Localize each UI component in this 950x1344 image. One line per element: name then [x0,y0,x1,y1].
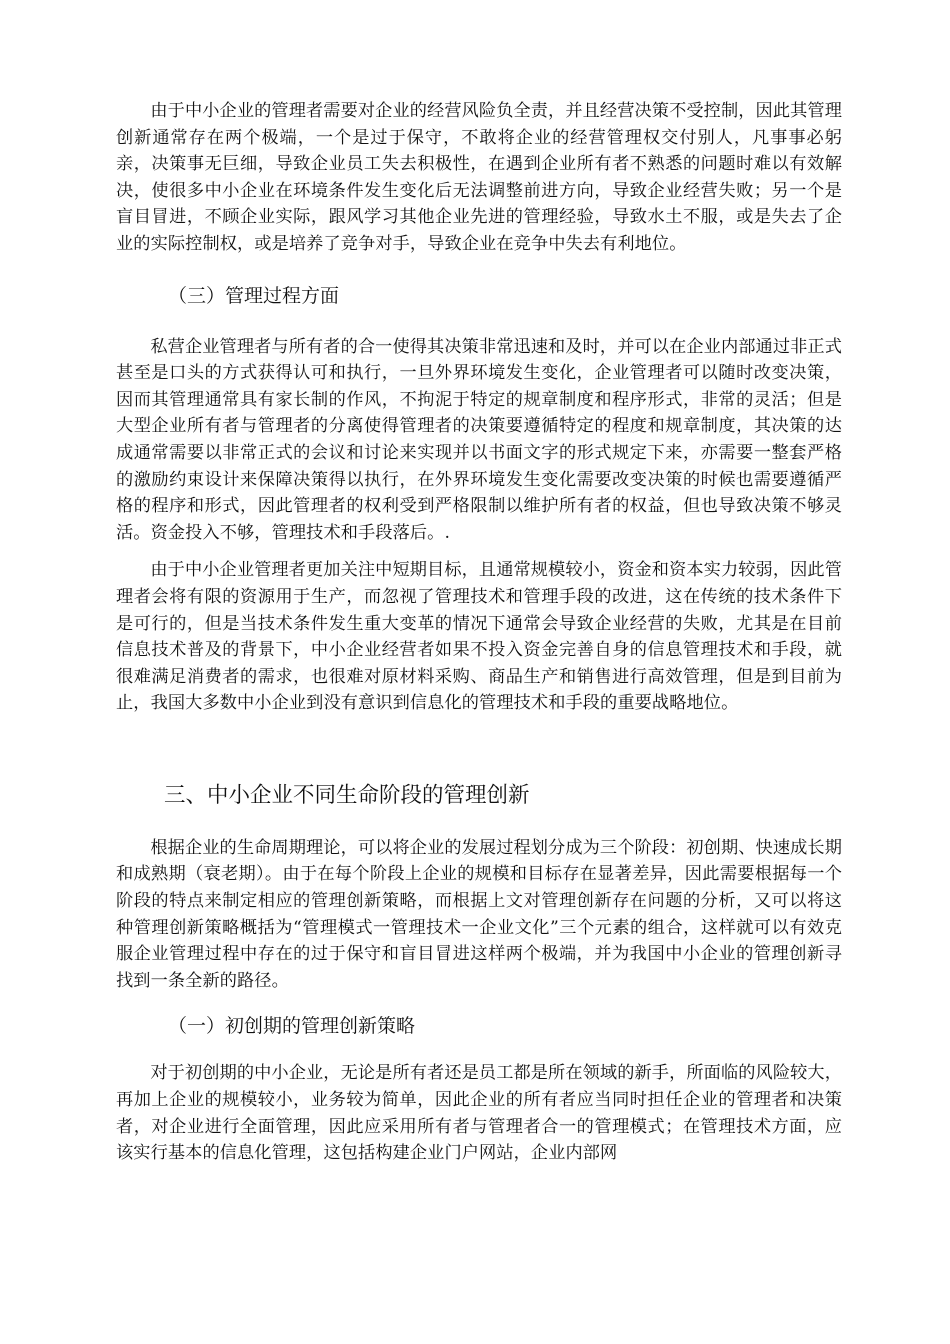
spacer [116,258,842,282]
spacer [116,546,842,557]
paragraph-management-technology: 由于中小企业管理者更加关注中短期目标，且通常规模较小，资金和资本实力较弱，因此管理者会将有限的资源用于生产，而忽视了管理技术和管理手段的改进，这在传统的技术条件下是可行的，但是当技术条件发生重大变革的情况下通常会导致企业经营的失败，尤其是在目前信息技术普及的背景下，中小企业经营者如果不投入资金完善自身的信息管理技术和手段，就很难满足消费者的需求，也很难对原材料采购、商品生产和销售进行高效管理，但是到目前为止，我国大多数中小企业到没有意识到信息化的管理技术和手段的重要战略地位。 [116,560,842,714]
spacer [116,310,842,334]
spacer [116,994,842,1012]
paragraph-private-enterprise-decisions: 私营企业管理者与所有者的合一使得其决策非常迅速和及时，并可以在企业内部通过非正式甚至是口头的方式获得认可和执行，一旦外界环境发生变化，企业管理者可以随时改变决策，因而其管理通常具有家长制的作风，不拘泥于特定的规章制度和程序形式，非常的灵活；但是大型企业所有者与管理者的分离使得管理者的决策要遵循特定的程度和规章制度，其决策的达成通常需要以非常正式的会议和讨论来实现并以书面文字的形式规定下来，亦需要一整套严格的激励约束设计来保障决策得以执行，在外界环境发生变化需要改变决策的时候也需要遵循严格的程序和形式，因此管理者的权利受到严格限制以维护所有者的权益，但也导致决策不够灵活。资金投入不够，管理技术和手段落后。. [116,336,842,543]
spacer [116,717,842,781]
heading-management-process: （三）管理过程方面 [168,284,340,307]
spacer [116,811,842,835]
paragraph-management-extremes: 由于中小企业的管理者需要对企业的经营风险负全责，并且经营决策不受控制，因此其管理创新通常存在两个极端，一个是过于保守，不敢将企业的经营管理权交付别人，凡事事必躬亲，决策事无巨细，导致企业员工失去积极性，在遇到企业所有者不熟悉的问题时难以有效解决，使很多中小企业在环境条件发生变化后无法调整前进方向，导致企业经营失败；另一个是盲目冒进，不顾企业实际，跟风学习其他企业先进的管理经验，导致水土不服，或是失去了企业的实际控制权，或是培养了竞争对手，导致企业在竞争中失去有利地位。 [116,101,842,254]
heading-startup-strategy: （一）初创期的管理创新策略 [168,1015,416,1038]
heading-section-three: 三、中小企业不同生命阶段的管理创新 [164,782,530,808]
paragraph-lifecycle-theory: 根据企业的生命周期理论，可以将企业的发展过程划分成为三个阶段：初创期、快速成长期和成熟期（衰老期）。由于在每个阶段上企业的规模和目标存在显著差异，因此需要根据每一个阶段的特点来制定相应的管理创新策略，而根据上文对管理创新存在问题的分析，又可以将这种管理创新策略概括为“管理模式一管理技术一企业文化”三个元素的组合，这样就可以有效克服企业管理过程中存在的过于保守和盲目冒进这样两个极端，并为我国中小企业的管理创新寻找到一条全新的路径。 [116,837,842,991]
document-body [116,98,842,1167]
paragraph-startup-stage: 对于初创期的中小企业，无论是所有者还是员工都是所在领域的新手，所面临的风险较大，再加上企业的规模较小，业务较为简单，因此企业的所有者应当同时担任企业的管理者和决策者，对企业进行全面管理，因此应采用所有者与管理者合一的管理模式；在管理技术方面，应该实行基本的信息化管理，这包括构建企业门户网站，企业内部网 [116,1063,842,1164]
spacer [116,1040,842,1060]
